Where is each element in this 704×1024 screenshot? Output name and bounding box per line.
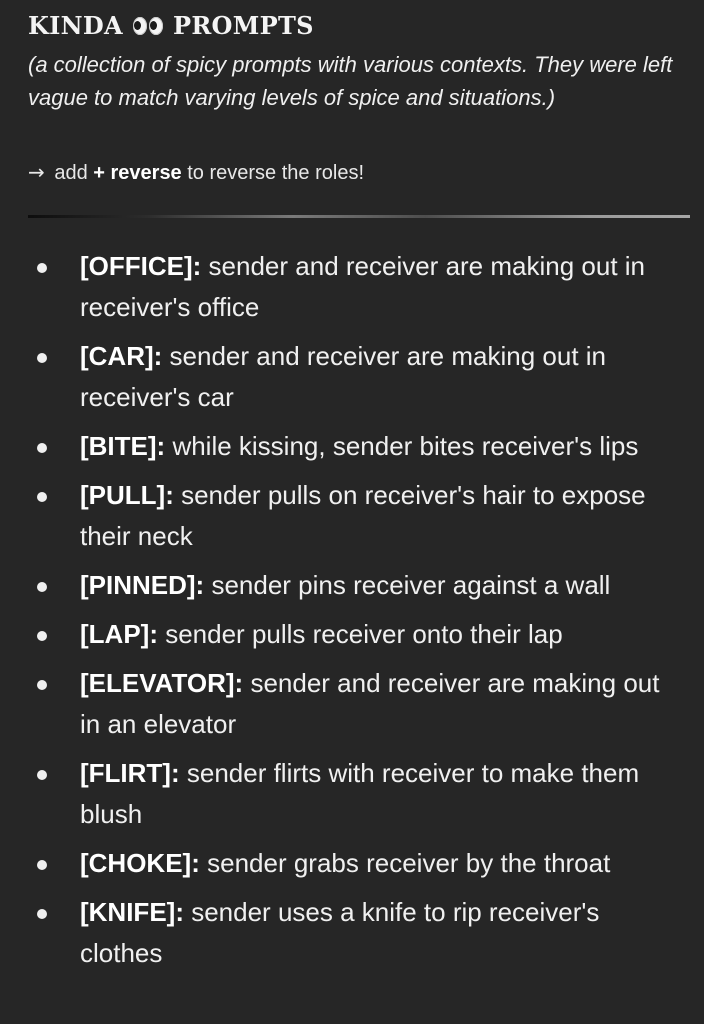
list-item [0,753,704,835]
bullet-icon [37,492,47,502]
bullet-icon [37,263,47,273]
reverse-hint [28,160,364,185]
bullet-icon [37,443,47,453]
prompt-tag: [ELEVATOR]: [80,668,244,698]
list-item [0,843,704,884]
divider [28,215,690,218]
eyes-icon [133,17,165,35]
bullet-icon [37,631,47,641]
bullet-icon [37,582,47,592]
bullet-icon [37,860,47,870]
prompt-tag: [KNIFE]: [80,897,184,927]
prompt-tag: [LAP]: [80,619,158,649]
prompt-text: sender and receiver are making out in receiver's car [80,341,607,412]
title-right: PROMPTS [172,11,314,40]
arrow-icon: → [28,160,45,184]
prompt-text: sender uses a knife to rip receiver's clothes [80,897,600,968]
hint-prefix: add [54,162,88,184]
intro-text: (a collection of spicy prompts with various contexts. They were left vague to match varying levels of spice and situations.) [28,52,673,110]
prompt-tag: [PINNED]: [80,570,205,600]
bullet-icon [37,353,47,363]
bullet-icon [37,909,47,919]
hint-bold: + reverse [93,162,182,184]
prompt-list [0,246,704,982]
list-item [0,614,704,655]
prompt-text: sender and receiver are making out in receiver's office [80,251,646,322]
list-item [0,892,704,974]
eye-left [133,17,147,35]
prompt-tag: [FLIRT]: [80,758,180,788]
prompt-tag: [BITE]: [80,431,166,461]
eye-right [149,17,163,35]
prompt-text: sender pins receiver against a wall [211,570,611,600]
hint-suffix: to reverse the roles! [187,162,364,184]
prompt-text: sender grabs receiver by the throat [207,848,611,878]
prompt-text: while kissing, sender bites receiver's lips [172,431,639,461]
bullet-icon [37,770,47,780]
list-item [0,663,704,745]
prompt-tag: [PULL]: [80,480,174,510]
list-item [0,426,704,467]
prompt-text: sender and receiver are making out in an elevator [80,668,660,739]
bullet-icon [37,680,47,690]
list-item [0,246,704,328]
prompt-tag: [CHOKE]: [80,848,200,878]
prompt-tag: [OFFICE]: [80,251,202,281]
prompt-text: sender flirts with receiver to make them blush [80,758,640,829]
prompt-tag: [CAR]: [80,341,163,371]
prompt-text: sender pulls on receiver's hair to expose their neck [80,480,646,551]
list-item [0,336,704,418]
list-item [0,565,704,606]
list-item [0,475,704,557]
title-left: KINDA [28,11,123,40]
prompt-text: sender pulls receiver onto their lap [165,619,563,649]
page-title [28,11,314,40]
